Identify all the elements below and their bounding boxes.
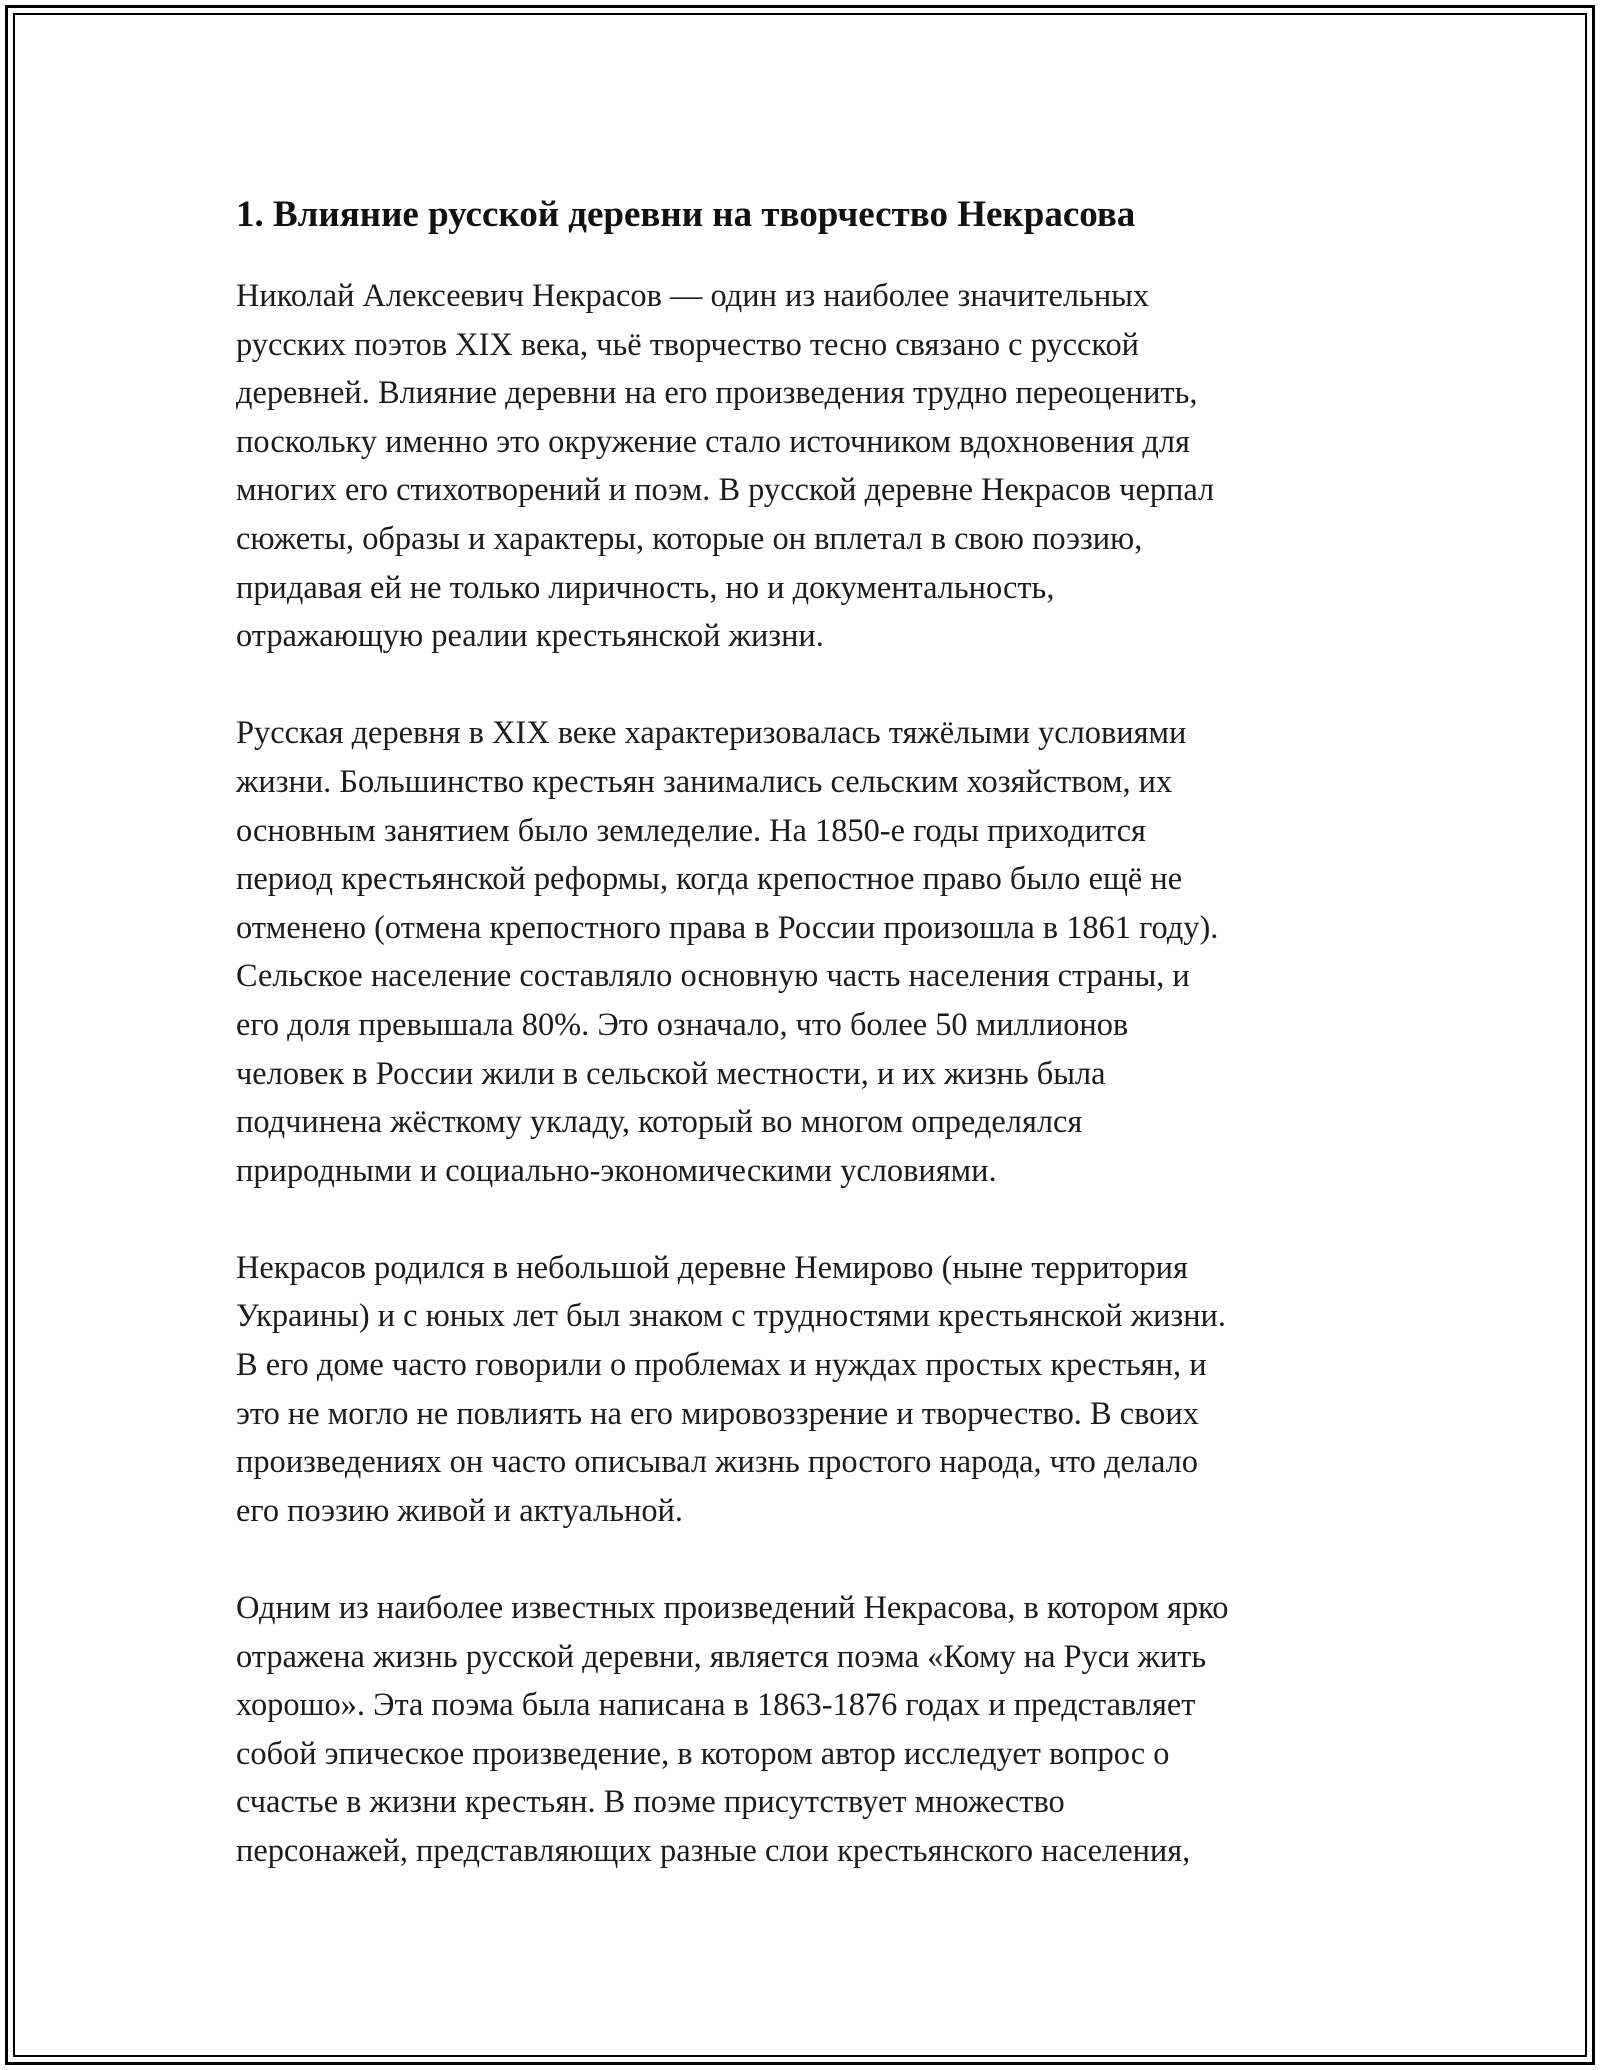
paragraph-1 <box>236 272 1386 661</box>
paragraph-2 <box>236 709 1386 1195</box>
paragraph-3-line-2: Украины) и с юных лет был знаком с трудностями крестьянской жизни. <box>236 1298 1226 1335</box>
paragraph-3 <box>236 1244 1386 1536</box>
paragraph-4 <box>236 1584 1386 1876</box>
paragraph-1-line-7: придавая ей не только лиричность, но и документальность, <box>236 569 1055 606</box>
paragraph-3-line-3: В его доме часто говорили о проблемах и нуждах простых крестьян, и <box>236 1347 1207 1384</box>
paragraph-1-line-2: русских поэтов XIX века, чьё творчество тесно связано с русской <box>236 326 1139 363</box>
paragraph-4-line-2: отражена жизнь русской деревни, является поэма «Кому на Руси жить <box>236 1638 1207 1675</box>
paragraph-3-line-6: его поэзию живой и актуальной. <box>236 1492 683 1529</box>
paragraph-2-line-2: жизни. Большинство крестьян занимались сельским хозяйством, их <box>236 763 1173 800</box>
paragraph-3-line-1: Некрасов родился в небольшой деревне Немирово (ныне территория <box>236 1249 1188 1286</box>
paragraph-2-line-3: основным занятием было земледелие. На 1850-е годы приходится <box>236 812 1146 849</box>
paragraph-2-line-7: его доля превышала 80%. Это означало, что более 50 миллионов <box>236 1006 1129 1043</box>
paragraph-4-line-5: счастье в жизни крестьян. В поэме присутствует множество <box>236 1784 1065 1821</box>
paragraph-1-line-6: сюжеты, образы и характеры, которые он вплетал в свою поэзию, <box>236 520 1143 557</box>
paragraph-2-line-4: период крестьянской реформы, когда крепостное право было ещё не <box>236 861 1183 898</box>
section-heading: 1. Влияние русской деревни на творчество Некрасова <box>236 194 1136 235</box>
paragraph-2-line-1: Русская деревня в XIX веке характеризовалась тяжёлыми условиями <box>236 715 1187 752</box>
paragraph-1-line-1: Николай Алексеевич Некрасов — один из наиболее значительных <box>236 278 1150 314</box>
paragraph-3-line-5: произведениях он часто описывал жизнь простого народа, что делало <box>236 1444 1198 1481</box>
paragraph-2-line-8: человек в России жили в сельской местности, и их жизнь была <box>236 1055 1106 1092</box>
paragraph-4-line-4: собой эпическое произведение, в котором автор исследует вопрос о <box>236 1735 1170 1772</box>
paragraph-4-line-3: хорошо». Эта поэма была написана в 1863-1876 годах и представляет <box>236 1687 1196 1724</box>
paragraph-2-line-10: природными и социально-экономическими условиями. <box>236 1152 997 1189</box>
paragraph-4-line-6: персонажей, представляющих разные слои крестьянского населения, <box>236 1833 1191 1869</box>
paragraph-1-line-8: отражающую реалии крестьянской жизни. <box>236 618 824 655</box>
paragraph-1-line-4: поскольку именно это окружение стало источником вдохновения для <box>236 423 1190 460</box>
paragraph-4-line-1: Одним из наиболее известных произведений Некрасова, в котором ярко <box>236 1590 1229 1627</box>
paragraph-1-line-5: многих его стихотворений и поэм. В русской деревне Некрасов черпал <box>236 472 1215 509</box>
paragraph-3-line-4: это не могло не повлиять на его мировоззрение и творчество. В своих <box>236 1395 1199 1432</box>
paragraph-1-line-3: деревней. Влияние деревни на его произведения трудно переоценить, <box>236 375 1198 412</box>
paragraph-2-line-5: отменено (отмена крепостного права в России произошла в 1861 году). <box>236 909 1219 946</box>
document-page <box>236 188 1386 1924</box>
paragraph-2-line-9: подчинена жёсткому укладу, который во многом определялся <box>236 1104 1083 1141</box>
paragraph-2-line-6: Сельское население составляло основную часть населения страны, и <box>236 958 1190 995</box>
